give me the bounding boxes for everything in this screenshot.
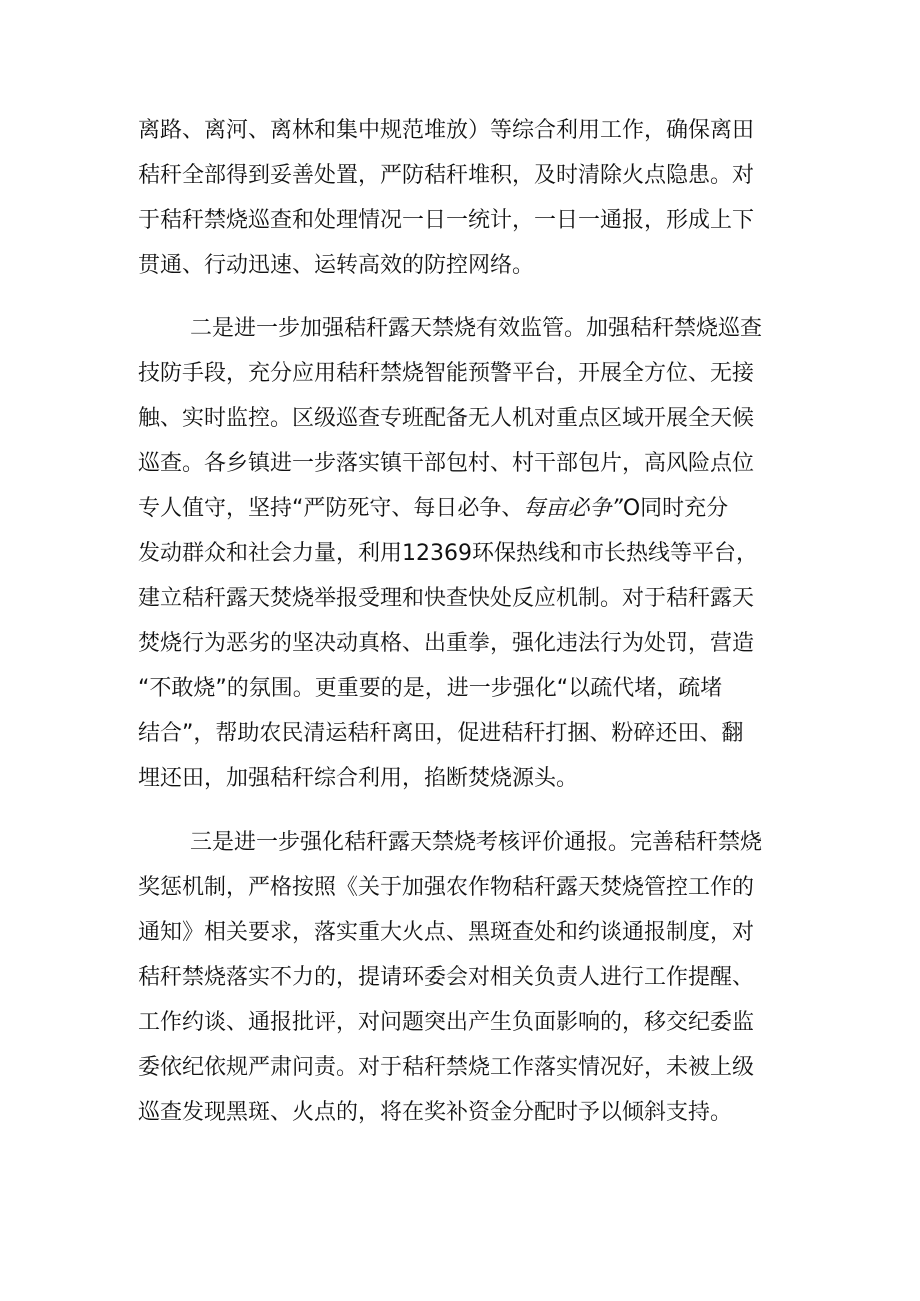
text-line: “不敢烧”的氛围。更重要的是，进一步强化“以疏代堵，疏堵 [138,676,723,701]
text-line: 埋还田，加强秸秆综合利用，掐断焚烧源头。 [138,766,579,791]
text-line: 秸秆全部得到妥善处置，严防秸秆堆积，及时清除火点隐患。对 [138,163,755,188]
text-line: 贯通、行动迅速、运转高效的防控网络。 [138,253,535,278]
text-line: 技防手段，充分应用秸秆禁烧智能预警平台，开展全方位、无接 [138,361,755,386]
text-line: 巡查发现黑斑、火点的，将在奖补资金分配时予以倾斜支持。 [138,1100,733,1125]
text-line: 结合”，帮助农民清运秸秆离田，促进秸秆打捆、粉碎还田、翻 [138,721,744,746]
paragraph-two-heading-line: 二是进一步加强秸秆露天禁烧有效监管。加强秸秆禁烧巡查 [190,316,763,341]
text-line: 奖惩机制，严格按照《关于加强农作物秸秆露天焚烧管控工作的 [138,875,755,900]
italic-text-segment: 每亩必争” [523,496,623,521]
text-segment: 专人值守，坚持“严防死守、每日必争、 [138,496,524,521]
text-line: 发动群众和社会力量，利用12369环保热线和市长热线等平台， [138,541,758,566]
text-line: 离路、离河、离林和集中规范堆放）等综合利用工作，确保离田 [138,118,755,143]
text-segment: O同时充分 [622,496,729,521]
paragraph-three-heading-line: 三是进一步强化秸秆露天禁烧考核评价通报。完善秸秆禁烧 [190,830,763,855]
text-line: 通知》相关要求，落实重大火点、黑斑查处和约谈通报制度，对 [138,920,755,945]
text-line: 秸秆禁烧落实不力的，提请环委会对相关负责人进行工作提醒、 [138,965,755,990]
text-line: 建立秸秆露天焚烧举报受理和快查快处反应机制。对于秸秆露天 [138,586,755,611]
text-line: 工作约谈、通报批评，对问题突出产生负面影响的，移交纪委监 [138,1010,755,1035]
text-line: 于秸秆禁烧巡查和处理情况一日一统计，一日一通报，形成上下 [138,208,755,233]
text-line: 触、实时监控。区级巡查专班配备无人机对重点区域开展全天候 [138,406,755,431]
text-line: 焚烧行为恶劣的坚决动真格、出重拳，强化违法行为处罚，营造 [138,631,755,656]
text-line-mixed [138,491,798,527]
text-line: 巡查。各乡镇进一步落实镇干部包村、村干部包片，高风险点位 [138,451,755,476]
text-line: 委依纪依规严肃问责。对于秸秆禁烧工作落实情况好，未被上级 [138,1055,755,1080]
